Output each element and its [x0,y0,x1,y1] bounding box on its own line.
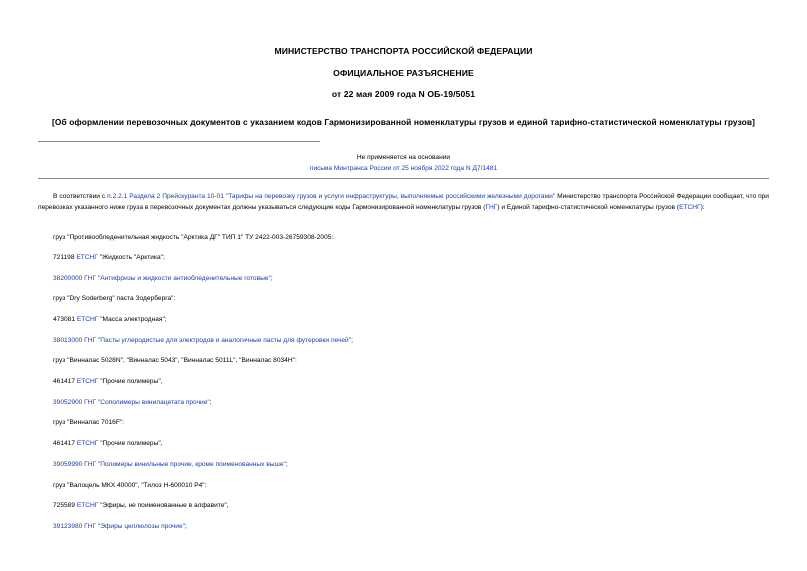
document-title: [Об оформлении перевозочных документов с указанием кодов Гармонизированной номенклатуры грузов и единой тарифно-статистической номенклатуры грузов] [52,117,755,127]
list-item: 725589 ЕТСНГ "Эфиры, не поименованные в алфавите", [53,502,229,509]
list-item: 473081 ЕТСНГ "Масса электродная"; [53,316,167,323]
list-item: 721198 ЕТСНГ "Жидкость "Арктика"; [53,254,165,261]
list-item: 461417 ЕТСНГ "Прочие полимеры", [53,378,163,385]
list-item: груз "Противообледенительная жидкость "Арктика ДГ" ТИП 1" ТУ 2422-003-26759308-2005: [53,234,334,241]
list-item: 39052900 ГНГ "Сополимеры винилацетата прочие"; [53,399,212,406]
etsng-link[interactable]: ЕТСНГ [679,204,701,211]
intro-text-3: ) и Единой тарифно-статистической номенклатуры грузов ( [497,204,680,211]
date-number-heading: от 22 мая 2009 года N ОБ-19/5051 [331,89,476,99]
intro-text-2: Министерство транспорта Российской Федерации сообщает, что при перевозках указанного ниже груза в перевозочных документах должны указываться следующие коды Гармонизированной номенклатуры грузов ( [38,193,769,211]
tariff-link[interactable]: п.2.2.1 Раздела 2 Прейскуранта 10-01 "Тарифы на перевозку грузов и услуги инфраструктуры, выполняемые российскими железными дорогами" [107,193,556,200]
gng-link[interactable]: ГНГ [485,204,498,211]
intro-paragraph [38,191,769,213]
status-note-link[interactable]: письма Минтранса России от 25 ноября 2022 года N Д7/1481 [309,165,498,172]
ministry-heading: МИНИСТЕРСТВО ТРАНСПОРТА РОССИЙСКОЙ ФЕДЕРАЦИИ [274,46,533,56]
intro-text-1: В соответствии с [53,193,108,200]
status-note-text: Не применяется на основании [356,154,451,161]
list-item: 39059990 ГНГ "Полимеры винильные прочие, кроме поименованных выше"; [53,461,288,468]
list-item: 38200000 ГНГ "Антифризы и жидкости антиобледенительные готовые"; [53,275,273,282]
long-divider [38,178,769,179]
short-divider [38,141,320,142]
list-item: 461417 ЕТСНГ "Прочие полимеры", [53,440,163,447]
list-item: груз "Винналас 7016F": [53,419,125,426]
list-item: 39123980 ГНГ "Эфиры целлюлозы прочие"; [53,523,187,530]
list-item: груз "Валоцель МКХ 40000", "Тилоз Н-600010 Р4": [53,482,207,489]
list-item: 38013000 ГНГ "Пасты углеродистые для электродов и аналогичные пасты для футеровки печей"; [53,337,353,344]
doc-type-heading: ОФИЦИАЛЬНОЕ РАЗЪЯСНЕНИЕ [333,68,474,78]
list-item: груз "Dry Soderberg" паста Зодерберга": [53,295,176,302]
list-item: груз "Винналас 5028N", "Винналас 5043", "Винналас 5011L", "Винналас 8034H": [53,357,297,364]
intro-text-4: ): [700,204,705,211]
